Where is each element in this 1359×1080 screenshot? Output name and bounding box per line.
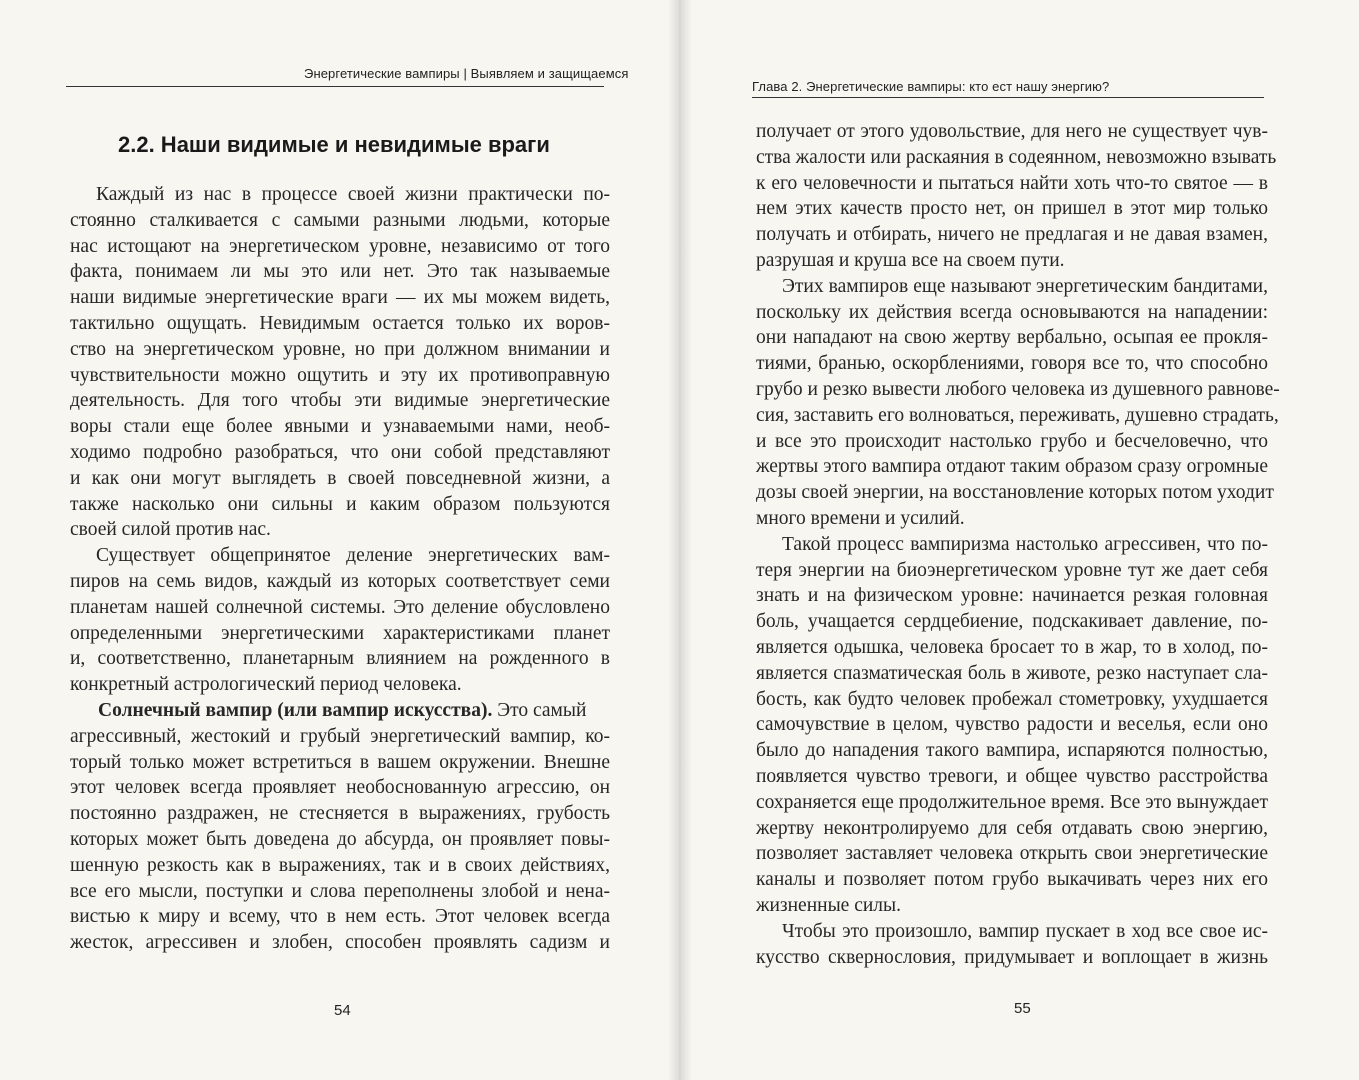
text-line: получает от этого удовольствие, для него не существует чув- [756, 121, 1268, 142]
text-line: сия, заставить его волноваться, переживать, душевно страдать, [756, 404, 1279, 426]
bold-term: Солнечный вампир (или вампир искусства). [98, 699, 493, 721]
text-line: было до нападения такого вампира, испаряются полностью, [756, 740, 1268, 762]
text-line: кусство сквернословия, придумывает и воплощает в жизнь [756, 946, 1268, 968]
text-line: агрессивный, жестокий и грубый энергетический вампир, ко- [70, 725, 610, 747]
text-line: бость, как будто человек пробежал стометровку, ухудшается [756, 688, 1268, 710]
text-line: и как они могут выглядеть в своей повседневной жизни, а [70, 467, 610, 489]
text-line: пиров на семь видов, каждый из которых соответствует семи [70, 570, 610, 592]
text-line: боль, учащается сердцебиение, подскакивает давление, по- [756, 611, 1268, 633]
text-line: дозы своей энергии, на восстановление которых потом уходит [756, 482, 1274, 504]
right-page [680, 0, 1359, 1080]
text-line: тактильно ощущать. Невидимым остается только их воров- [70, 312, 610, 334]
text-line: Этих вампиров еще называют энергетическим бандитами, [782, 275, 1268, 297]
text-line: поскольку их действия всегда основываются на нападении: [756, 301, 1268, 323]
text-line: разрушая и круша все на своем пути. [756, 249, 1065, 271]
text-line-rest: Это самый [492, 699, 587, 721]
text-line: каналы и позволяет потом грубо выкачивать через них его [756, 869, 1268, 891]
text-line [70, 698, 610, 724]
text-line: ства жалости или раскаяния в содеянном, невозможно взывать [756, 146, 1277, 168]
text-line: своей силой против нас. [70, 519, 271, 541]
text-line: вистью к миру и всему, что в нем есть. Этот человек всегда [70, 906, 610, 928]
text-line: которых может быть доведена до абсурда, он проявляет повы- [70, 828, 610, 850]
text-line: является спазматическая боль в животе, резко наступает сла- [756, 662, 1268, 684]
header-rule [752, 97, 1264, 98]
text-line: планетам нашей солнечной системы. Это деление обусловлено [70, 596, 610, 618]
text-line: сохраняется еще продолжительное время. Все это вынуждает [756, 791, 1268, 813]
text-line: жесток, агрессивен и злобен, способен проявлять садизм и [70, 932, 610, 954]
page-number: 55 [1014, 1000, 1031, 1017]
text-line: наши видимые энергетические враги — их мы можем видеть, [70, 287, 610, 309]
text-line: много времени и усилий. [756, 507, 965, 529]
text-line: жертвы этого вампира отдают таким образом сразу огромные [756, 456, 1268, 478]
page-number: 54 [334, 1002, 351, 1019]
text-line: знать и на физическом уровне: начинается резкая головная [756, 585, 1268, 607]
text-line: факта, понимаем ли мы это или нет. Это так называемые [70, 261, 610, 283]
text-line: определенными энергетическими характеристиками планет [70, 622, 610, 644]
running-head: Глава 2. Энергетические вампиры: кто ест нашу энергию? [752, 79, 1110, 94]
text-line: является одышка, человека бросает то в жар, то в холод, по- [756, 636, 1268, 658]
text-line: ство на энергетическом уровне, но при должном внимании и [70, 338, 610, 360]
text-line: нас истощают на энергетическом уровне, независимо от того [70, 235, 610, 257]
text-line: торый только может встретиться в вашем окружении. Внешне [70, 751, 610, 773]
text-line: теря энергии на биоэнергетическом уровне тут же дает себя [756, 559, 1268, 581]
text-line: жизненные силы. [756, 894, 902, 916]
text-line: деятельность. Для того чтобы эти видимые энергетические [70, 390, 610, 412]
header-rule [66, 86, 604, 87]
text-line: также насколько они сильны и каким образом пользуются [70, 493, 610, 515]
text-line: появляется чувство тревоги, и общее чувство расстройства [756, 765, 1268, 787]
text-line: Такой процесс вампиризма настолько агрессивен, что по- [782, 533, 1268, 555]
text-line: этот человек всегда проявляет необоснованную агрессию, он [70, 777, 610, 799]
text-line: и, соответственно, планетарным влиянием на рожденного в [70, 648, 610, 670]
text-line: шенную резкость как в выражениях, так и в своих действиях, [70, 854, 610, 876]
text-line: они нападают на свою жертву вербально, осыпая ее прокля- [756, 327, 1268, 349]
text-line: самочувствие в целом, чувство радости и веселья, если оно [756, 714, 1268, 736]
text-line: к его человечности и пытаться найти хоть что-то святое — в [756, 172, 1268, 194]
chapter-title: 2.2. Наши видимые и невидимые враги [118, 132, 550, 157]
text-line: и все это происходит настолько грубо и бесчеловечно, что [756, 430, 1268, 452]
text-line: жертву неконтролируемо для себя отдавать свою энергию, [756, 817, 1268, 839]
text-line: получать и отбирать, ничего не предлагая и не давая взамен, [756, 224, 1268, 246]
text-line: Чтобы это произошло, вампир пускает в ход все свое ис- [782, 920, 1268, 942]
text-line: постоянно раздражен, не стесняется в выражениях, грубость [70, 803, 610, 825]
body-text [756, 119, 1280, 970]
text-line: конкретный астрологический период человека. [70, 674, 462, 696]
running-head: Энергетические вампиры | Выявляем и защищаемся [304, 66, 629, 81]
text-line: все его мысли, поступки и слова переполнены злобой и нена- [70, 880, 610, 902]
text-line: воры стали еще более явными и узнаваемыми нами, необ- [70, 416, 610, 438]
body-text [70, 182, 610, 956]
text-line: Существует общепринятое деление энергетических вам- [96, 545, 610, 567]
text-line: Каждый из нас в процессе своей жизни практически по- [96, 184, 610, 205]
text-line: чувствительности можно ощутить и эту их противоправную [70, 364, 610, 386]
text-line: тиями, бранью, оскорблениями, говоря все то, что способно [756, 353, 1268, 375]
text-line: стоянно сталкивается с самыми разными людьми, которые [70, 209, 610, 231]
text-line: позволяет заставляет человека открыть свои энергетические [756, 843, 1268, 865]
text-line: грубо и резко вывести любого человека из душевного равнове- [756, 378, 1280, 400]
text-line: нем этих качеств просто нет, он пришел в этот мир только [756, 198, 1268, 220]
text-line: ходимо подробно разобраться, что они собой представляют [70, 441, 610, 463]
